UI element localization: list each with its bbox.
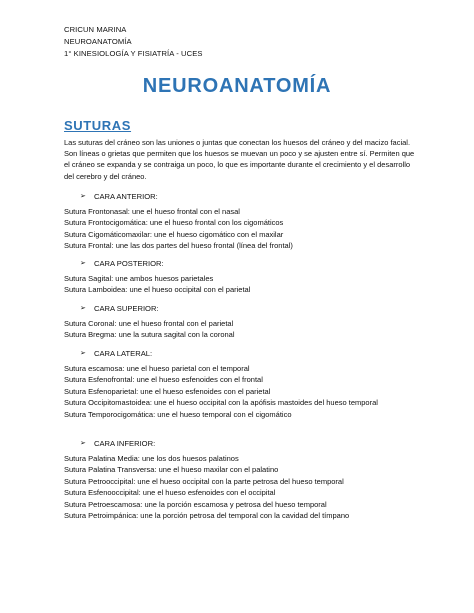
group-cara-inferior bbox=[64, 438, 424, 521]
list-item: Sutura Petroescamosa: une la porción escamosa y petrosa del hueso temporal bbox=[64, 499, 327, 509]
header-course: 1° KINESIOLOGÍA Y FISIATRÍA - UCES bbox=[64, 49, 203, 58]
list-item: Sutura Frontal: une las dos partes del hueso frontal (línea del frontal) bbox=[64, 241, 293, 251]
group-heading-row bbox=[64, 258, 424, 269]
list-item: Sutura Petroimpánica: une la porción petrosa del temporal con la cavidad del tímpano bbox=[64, 511, 350, 521]
item-list bbox=[64, 453, 424, 521]
list-item: Sutura Palatina Transversa: une el hueso maxilar con el palatino bbox=[64, 465, 279, 475]
document-title: NEUROANATOMÍA bbox=[142, 75, 332, 97]
group-heading: CARA ANTERIOR: bbox=[94, 192, 158, 201]
arrow-bullet-icon: ➢ bbox=[80, 350, 86, 357]
group-heading: CARA SUPERIOR: bbox=[94, 304, 159, 313]
group-heading: CARA LATERAL: bbox=[94, 349, 153, 358]
group-cara-posterior bbox=[64, 258, 424, 296]
group-cara-lateral bbox=[64, 348, 424, 420]
list-item: Sutura Frontocigomática: une el hueso frontal con los cigomáticos bbox=[64, 218, 284, 228]
group-cara-superior bbox=[64, 303, 424, 341]
list-item: Sutura Petrooccipital: une el hueso occipital con la parte petrosa del hueso temporal bbox=[64, 476, 344, 486]
list-item: Sutura Lamboidea: une el hueso occipital con el parietal bbox=[64, 285, 251, 295]
group-heading: CARA POSTERIOR: bbox=[94, 259, 164, 268]
intro-paragraph: Las suturas del cráneo son las uniones o juntas que conectan los huesos del cráneo y del macizo facial. Son líneas o grietas que permiten que los huesos se muevan un poco y se ajusten entre sí. Permiten que el cráneo se expanda y se contraiga un poco, lo que es importante durante el crecimiento y el desarrollo del cerebro y del cráneo. bbox=[64, 138, 415, 181]
group-heading-row bbox=[64, 303, 424, 314]
list-item: Sutura Temporocigomática: une el hueso temporal con el cigomático bbox=[64, 409, 292, 419]
list-item: Sutura Esfenoparietal: une el hueso esfenoides con el parietal bbox=[64, 386, 271, 396]
arrow-bullet-icon: ➢ bbox=[80, 193, 86, 200]
list-item: Sutura Esfenofrontal: une el hueso esfenoides con el frontal bbox=[64, 375, 263, 385]
header-subject: NEUROANATOMÍA bbox=[64, 37, 132, 46]
arrow-bullet-icon: ➢ bbox=[80, 305, 86, 312]
group-heading-row bbox=[64, 348, 424, 359]
item-list bbox=[64, 363, 424, 420]
group-heading-row bbox=[64, 438, 424, 449]
list-item: Sutura Palatina Media: une los dos huesos palatinos bbox=[64, 454, 239, 463]
group-heading-row bbox=[64, 191, 424, 202]
item-list bbox=[64, 206, 424, 252]
item-list bbox=[64, 318, 424, 341]
item-list bbox=[64, 273, 424, 296]
list-item: Sutura Frontonasal: une el hueso frontal con el nasal bbox=[64, 207, 240, 216]
group-heading: CARA INFERIOR: bbox=[94, 439, 156, 448]
arrow-bullet-icon: ➢ bbox=[80, 260, 86, 267]
list-item: Sutura Esfenooccipital: une el hueso esfenoides con el occipital bbox=[64, 488, 276, 498]
arrow-bullet-icon: ➢ bbox=[80, 440, 86, 447]
list-item: Sutura Cigomáticomaxilar: une el hueso cigomático con el maxilar bbox=[64, 229, 284, 239]
document-header bbox=[64, 24, 203, 60]
list-item: Sutura Sagital: une ambos huesos parietales bbox=[64, 274, 214, 283]
list-item: Sutura escamosa: une el hueso parietal con el temporal bbox=[64, 364, 250, 373]
list-item: Sutura Coronal: une el hueso frontal con el parietal bbox=[64, 319, 234, 328]
group-cara-anterior bbox=[64, 191, 424, 252]
list-item: Sutura Bregma: une la sutura sagital con la coronal bbox=[64, 330, 235, 340]
section-title: SUTURAS bbox=[64, 118, 132, 133]
list-item: Sutura Occipitomastoidea: une el hueso occipital con la apófisis mastoides del hueso temporal bbox=[64, 398, 378, 408]
header-author: CRICUN MARINA bbox=[64, 25, 127, 34]
